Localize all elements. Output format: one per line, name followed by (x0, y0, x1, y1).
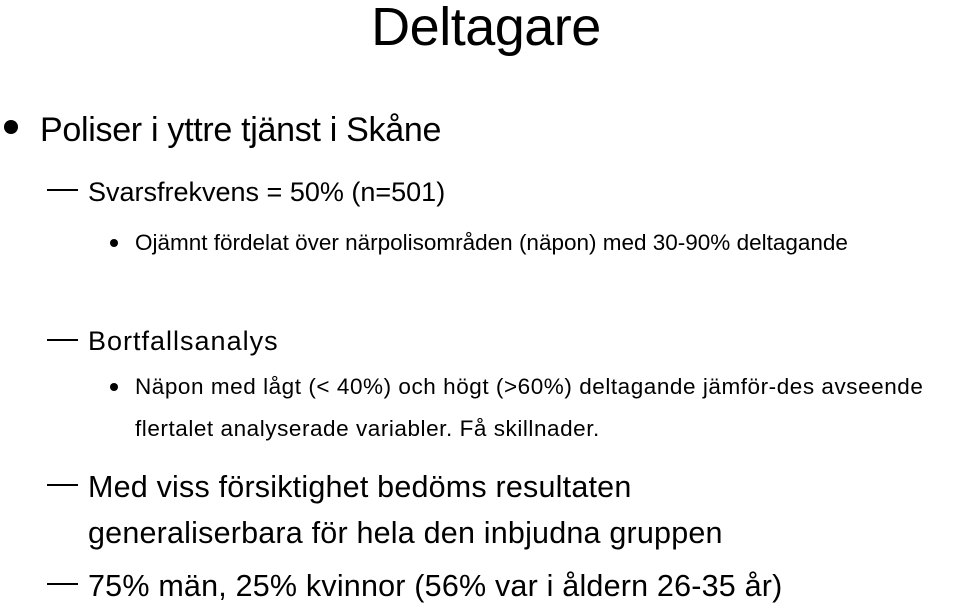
response-rate-text: Svarsfrekvens = 50% (n=501) (88, 177, 446, 207)
bullet-icon (110, 383, 118, 391)
bullet-level1-text: Poliser i yttre tjänst i Skåne (40, 111, 442, 149)
gender-age-text: 75% män, 25% kvinnor (56% var i åldern 26-35 år) (88, 569, 783, 603)
dash-icon (47, 583, 78, 585)
generalizability-line2: generaliserbara för hela den inbjudna gruppen (88, 516, 723, 550)
dropout-detail-text: Näpon med lågt (< 40%) och högt (>60%) deltagande jämför-des avseende flertalet analyserade variabler. Få skillnader. (135, 374, 924, 441)
generalizability-line1: Med viss försiktighet bedöms resultaten (88, 470, 632, 504)
bullet-icon (4, 120, 18, 134)
bullet-icon (110, 239, 118, 247)
dropout-analysis-text: Bortfallsanalys (88, 326, 279, 356)
dash-icon (47, 339, 78, 341)
dash-icon (47, 189, 78, 191)
slide-title: Deltagare (371, 0, 601, 57)
distribution-text: Ojämnt fördelat över närpolisområden (näpon) med 30-90% deltagande (135, 230, 848, 255)
dash-icon (47, 484, 78, 486)
